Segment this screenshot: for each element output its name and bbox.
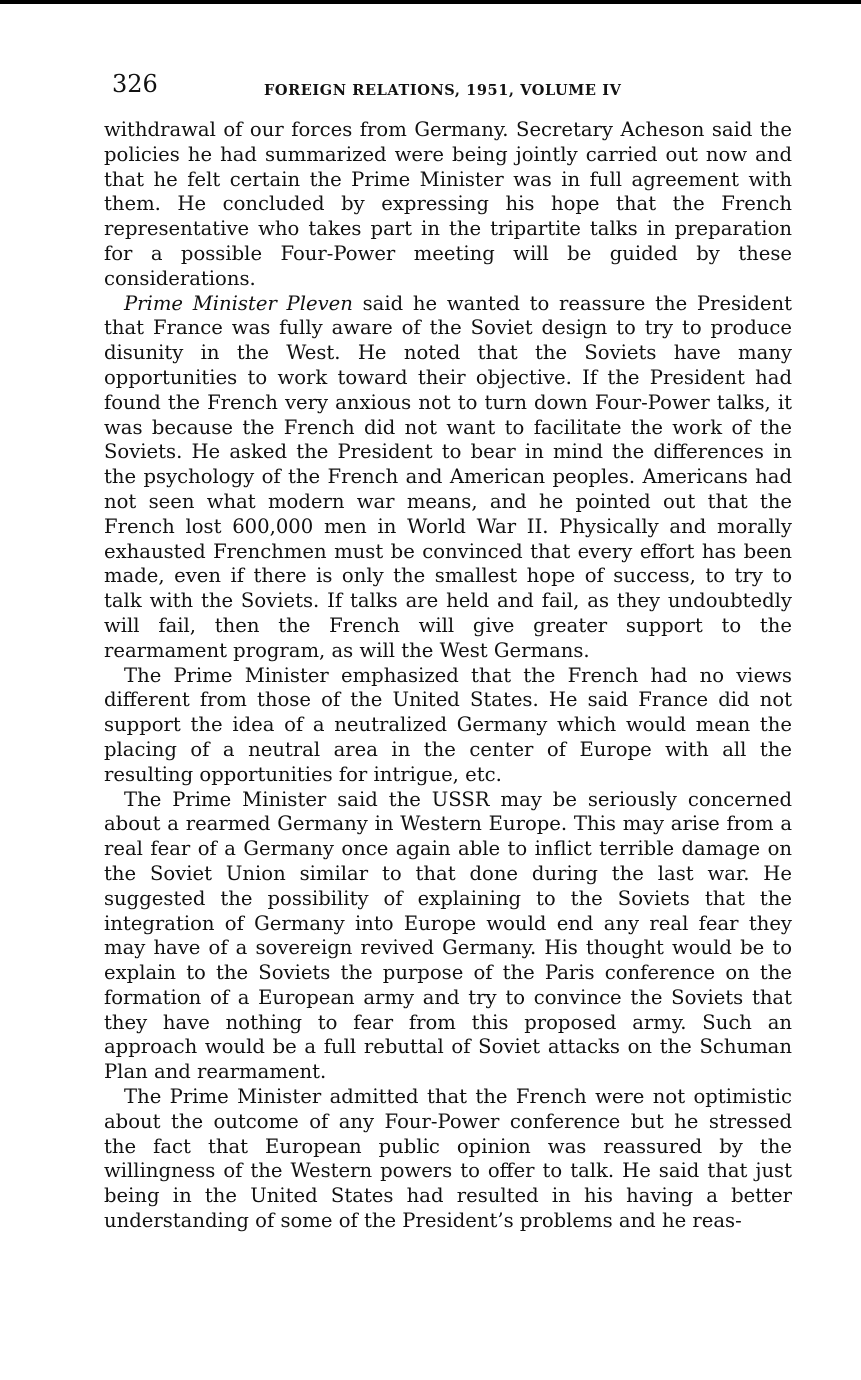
page-header xyxy=(112,70,792,104)
paragraph-continued xyxy=(104,118,792,292)
paragraph-text: The Prime Minister emphasized that the French had no views different from those of the United States. He said France did not support the idea of a neutralized Germany which would mean the placing of a neutral area in the center of Europe with all the resulting opportunities for intrigue, etc. xyxy=(104,663,792,786)
paragraph-text: withdrawal of our forces from Germany. Secretary Acheson said the policies he had summarized were being jointly carried out now and that he felt certain the Prime Minister was in full agreement with them. He concluded by expressing his hope that the French representative who takes part in the tripartite talks in preparation for a possible Four-Power meeting will be guided by these considerations. xyxy=(104,118,792,290)
running-title: FOREIGN RELATIONS, 1951, VOLUME IV xyxy=(264,82,622,99)
paragraph-text: The Prime Minister admitted that the French were not optimistic about the outcome of any Four-Power conference but he stressed the fact that European public opinion was reassured by the willingness of the Western powers to offer to talk. He said that just being in the United States had resulted in his having a better understanding of some of the President’s problems and he reas- xyxy=(104,1085,792,1233)
paragraph-four-power-outlook xyxy=(104,1085,792,1234)
speaker-name: Prime Minister Pleven xyxy=(124,291,353,315)
paragraph-text: The Prime Minister said the USSR may be seriously concerned about a rearmed Germany in Western Europe. This may arise from a real fear of a Germany once again able to inflict terrible damage on the Soviet Union similar to that done during the last war. He suggested the possibility of explaining to the Soviets that the integration of Germany into Europe would end any real fear they may have of a sovereign revived Germany. His thought would be to explain to the Soviets the purpose of the Paris conference on the formation of a European army and try to convince the Soviets that they have nothing to fear from this proposed army. Such an approach would be a full rebuttal of Soviet attacks on the Schuman Plan and rearmament. xyxy=(104,787,792,1084)
paragraph-pleven-reassurance xyxy=(104,292,792,664)
paragraph-ussr-concern xyxy=(104,788,792,1086)
page-number: 326 xyxy=(112,70,158,98)
document-body xyxy=(104,118,792,1234)
paragraph-neutralized-germany xyxy=(104,664,792,788)
page-top-edge xyxy=(0,0,861,4)
paragraph-text: said he wanted to reassure the President that France was fully aware of the Soviet design to try to produce disunity in the West. He noted that the Soviets have many opportunities to work toward their objective. If the President had found the French very anxious not to turn down Four-Power talks, it was because the French did not want to facilitate the work of the Soviets. He asked the President to bear in mind the differences in the psychology of the French and American peoples. Americans had not seen what modern war means, and he pointed out that the French lost 600,000 men in World War II. Physically and morally exhausted Frenchmen must be convinced that every effort has been made, even if there is only the smallest hope of success, to try to talk with the Soviets. If talks are held and fail, as they undoubtedly will fail, then the French will give greater support to the rearmament program, as will the West Germans. xyxy=(104,291,793,662)
